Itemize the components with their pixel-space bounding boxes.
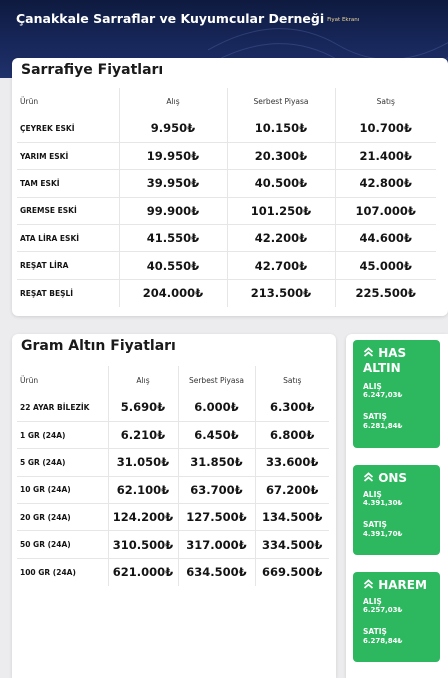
market-price: 101.250₺ xyxy=(227,197,335,224)
table-row xyxy=(17,252,436,279)
product-name: 50 GR (24A) xyxy=(17,531,108,558)
buy-price: 40.550₺ xyxy=(119,252,227,279)
sell-price: 6.800₺ xyxy=(255,421,329,448)
sell-price: 21.400₺ xyxy=(335,142,436,169)
product-name: REŞAT LİRA xyxy=(17,252,119,279)
buy-price: 31.050₺ xyxy=(108,449,178,476)
product-name: ÇEYREK ESKİ xyxy=(17,115,119,142)
rate-card-has-altin xyxy=(353,340,440,448)
product-name: 1 GR (24A) xyxy=(17,421,108,448)
product-name: 5 GR (24A) xyxy=(17,449,108,476)
sell-price: 134.500₺ xyxy=(255,504,329,531)
buy-label: ALIŞ xyxy=(363,597,382,606)
product-name: 22 AYAR BİLEZİK xyxy=(17,394,108,421)
product-name: GREMSE ESKİ xyxy=(17,197,119,224)
table-row xyxy=(17,449,329,476)
sell-price: 45.000₺ xyxy=(335,252,436,279)
table-row xyxy=(17,279,436,306)
buy-value: 6.257,03₺ xyxy=(363,606,403,614)
gram-gold-table xyxy=(17,366,329,586)
column-header: Serbest Piyasa xyxy=(178,366,255,394)
column-header: Satış xyxy=(255,366,329,394)
table-row xyxy=(17,142,436,169)
gram-gold-title: Gram Altın Fiyatları xyxy=(21,338,176,354)
product-name: 10 GR (24A) xyxy=(17,476,108,503)
market-price: 127.500₺ xyxy=(178,504,255,531)
double-chevron-up-icon xyxy=(363,347,374,357)
market-price: 40.500₺ xyxy=(227,170,335,197)
buy-price: 99.900₺ xyxy=(119,197,227,224)
table-header-row xyxy=(17,88,436,115)
header-subtitle: Fiyat Ekranı xyxy=(327,17,360,23)
product-name: YARIM ESKİ xyxy=(17,142,119,169)
buy-price: 19.950₺ xyxy=(119,142,227,169)
buy-value: 4.391,30₺ xyxy=(363,499,403,507)
sarrafiye-title: Sarrafiye Fiyatları xyxy=(21,62,164,78)
buy-price: 124.200₺ xyxy=(108,504,178,531)
buy-price: 9.950₺ xyxy=(119,115,227,142)
market-price: 42.700₺ xyxy=(227,252,335,279)
buy-label: ALIŞ xyxy=(363,490,382,499)
table-row xyxy=(17,225,436,252)
rate-card-ons xyxy=(353,465,440,555)
table-row xyxy=(17,476,329,503)
rate-card-harem xyxy=(353,572,440,662)
rate-card-name: HAS ALTIN xyxy=(363,346,407,375)
table-row xyxy=(17,115,436,142)
column-header: Ürün xyxy=(20,375,39,385)
table-row xyxy=(17,170,436,197)
sell-price: 225.500₺ xyxy=(335,279,436,306)
sarrafiye-table xyxy=(17,88,436,307)
sell-value: 6.281,84₺ xyxy=(363,422,403,430)
market-price: 213.500₺ xyxy=(227,279,335,306)
buy-label: ALIŞ xyxy=(363,382,382,391)
table-row xyxy=(17,504,329,531)
table-row xyxy=(17,394,329,421)
buy-price: 62.100₺ xyxy=(108,476,178,503)
product-name: 100 GR (24A) xyxy=(20,567,76,577)
product-name: 20 GR (24A) xyxy=(17,504,108,531)
market-price: 317.000₺ xyxy=(178,531,255,558)
buy-price: 39.950₺ xyxy=(119,170,227,197)
rate-card-name: ONS xyxy=(363,471,407,486)
market-price: 63.700₺ xyxy=(178,476,255,503)
page-title xyxy=(16,11,359,26)
sell-price: 6.300₺ xyxy=(255,394,329,421)
table-row xyxy=(17,558,329,585)
market-price: 10.150₺ xyxy=(227,115,335,142)
product-name: REŞAT BEŞLİ xyxy=(20,288,74,298)
column-header: Alış xyxy=(119,88,227,115)
column-header: Satış xyxy=(335,88,436,115)
table-row xyxy=(17,421,329,448)
sell-label: SATIŞ xyxy=(363,412,387,421)
column-header: Serbest Piyasa xyxy=(227,88,335,115)
sell-price: 10.700₺ xyxy=(335,115,436,142)
sell-label: SATIŞ xyxy=(363,627,387,636)
sell-price: 44.600₺ xyxy=(335,225,436,252)
sell-price: 334.500₺ xyxy=(255,531,329,558)
buy-price: 5.690₺ xyxy=(108,394,178,421)
rate-card-name: HAREM xyxy=(363,578,427,593)
market-price: 42.200₺ xyxy=(227,225,335,252)
sell-value: 4.391,70₺ xyxy=(363,530,403,538)
sell-price: 42.800₺ xyxy=(335,170,436,197)
buy-price: 6.210₺ xyxy=(108,421,178,448)
table-row xyxy=(17,531,329,558)
market-price: 31.850₺ xyxy=(178,449,255,476)
product-name: TAM ESKİ xyxy=(17,170,119,197)
buy-price: 621.000₺ xyxy=(108,558,178,585)
sell-price: 33.600₺ xyxy=(255,449,329,476)
sell-value: 6.278,84₺ xyxy=(363,637,403,645)
sell-price: 67.200₺ xyxy=(255,476,329,503)
buy-value: 6.247,03₺ xyxy=(363,391,403,399)
market-price: 20.300₺ xyxy=(227,142,335,169)
table-row xyxy=(17,197,436,224)
sell-price: 669.500₺ xyxy=(255,558,329,585)
market-price: 634.500₺ xyxy=(178,558,255,585)
buy-price: 204.000₺ xyxy=(119,279,227,306)
column-header: Ürün xyxy=(20,97,39,106)
market-price: 6.450₺ xyxy=(178,421,255,448)
buy-price: 310.500₺ xyxy=(108,531,178,558)
double-chevron-up-icon xyxy=(363,472,374,482)
table-header-row xyxy=(17,366,329,394)
market-price: 6.000₺ xyxy=(178,394,255,421)
product-name: ATA LİRA ESKİ xyxy=(17,225,119,252)
buy-price: 41.550₺ xyxy=(119,225,227,252)
sell-label: SATIŞ xyxy=(363,520,387,529)
header-title-text: Çanakkale Sarraflar ve Kuyumcular Derneği xyxy=(16,11,325,26)
column-header: Alış xyxy=(108,366,178,394)
sell-price: 107.000₺ xyxy=(335,197,436,224)
double-chevron-up-icon xyxy=(363,579,374,589)
